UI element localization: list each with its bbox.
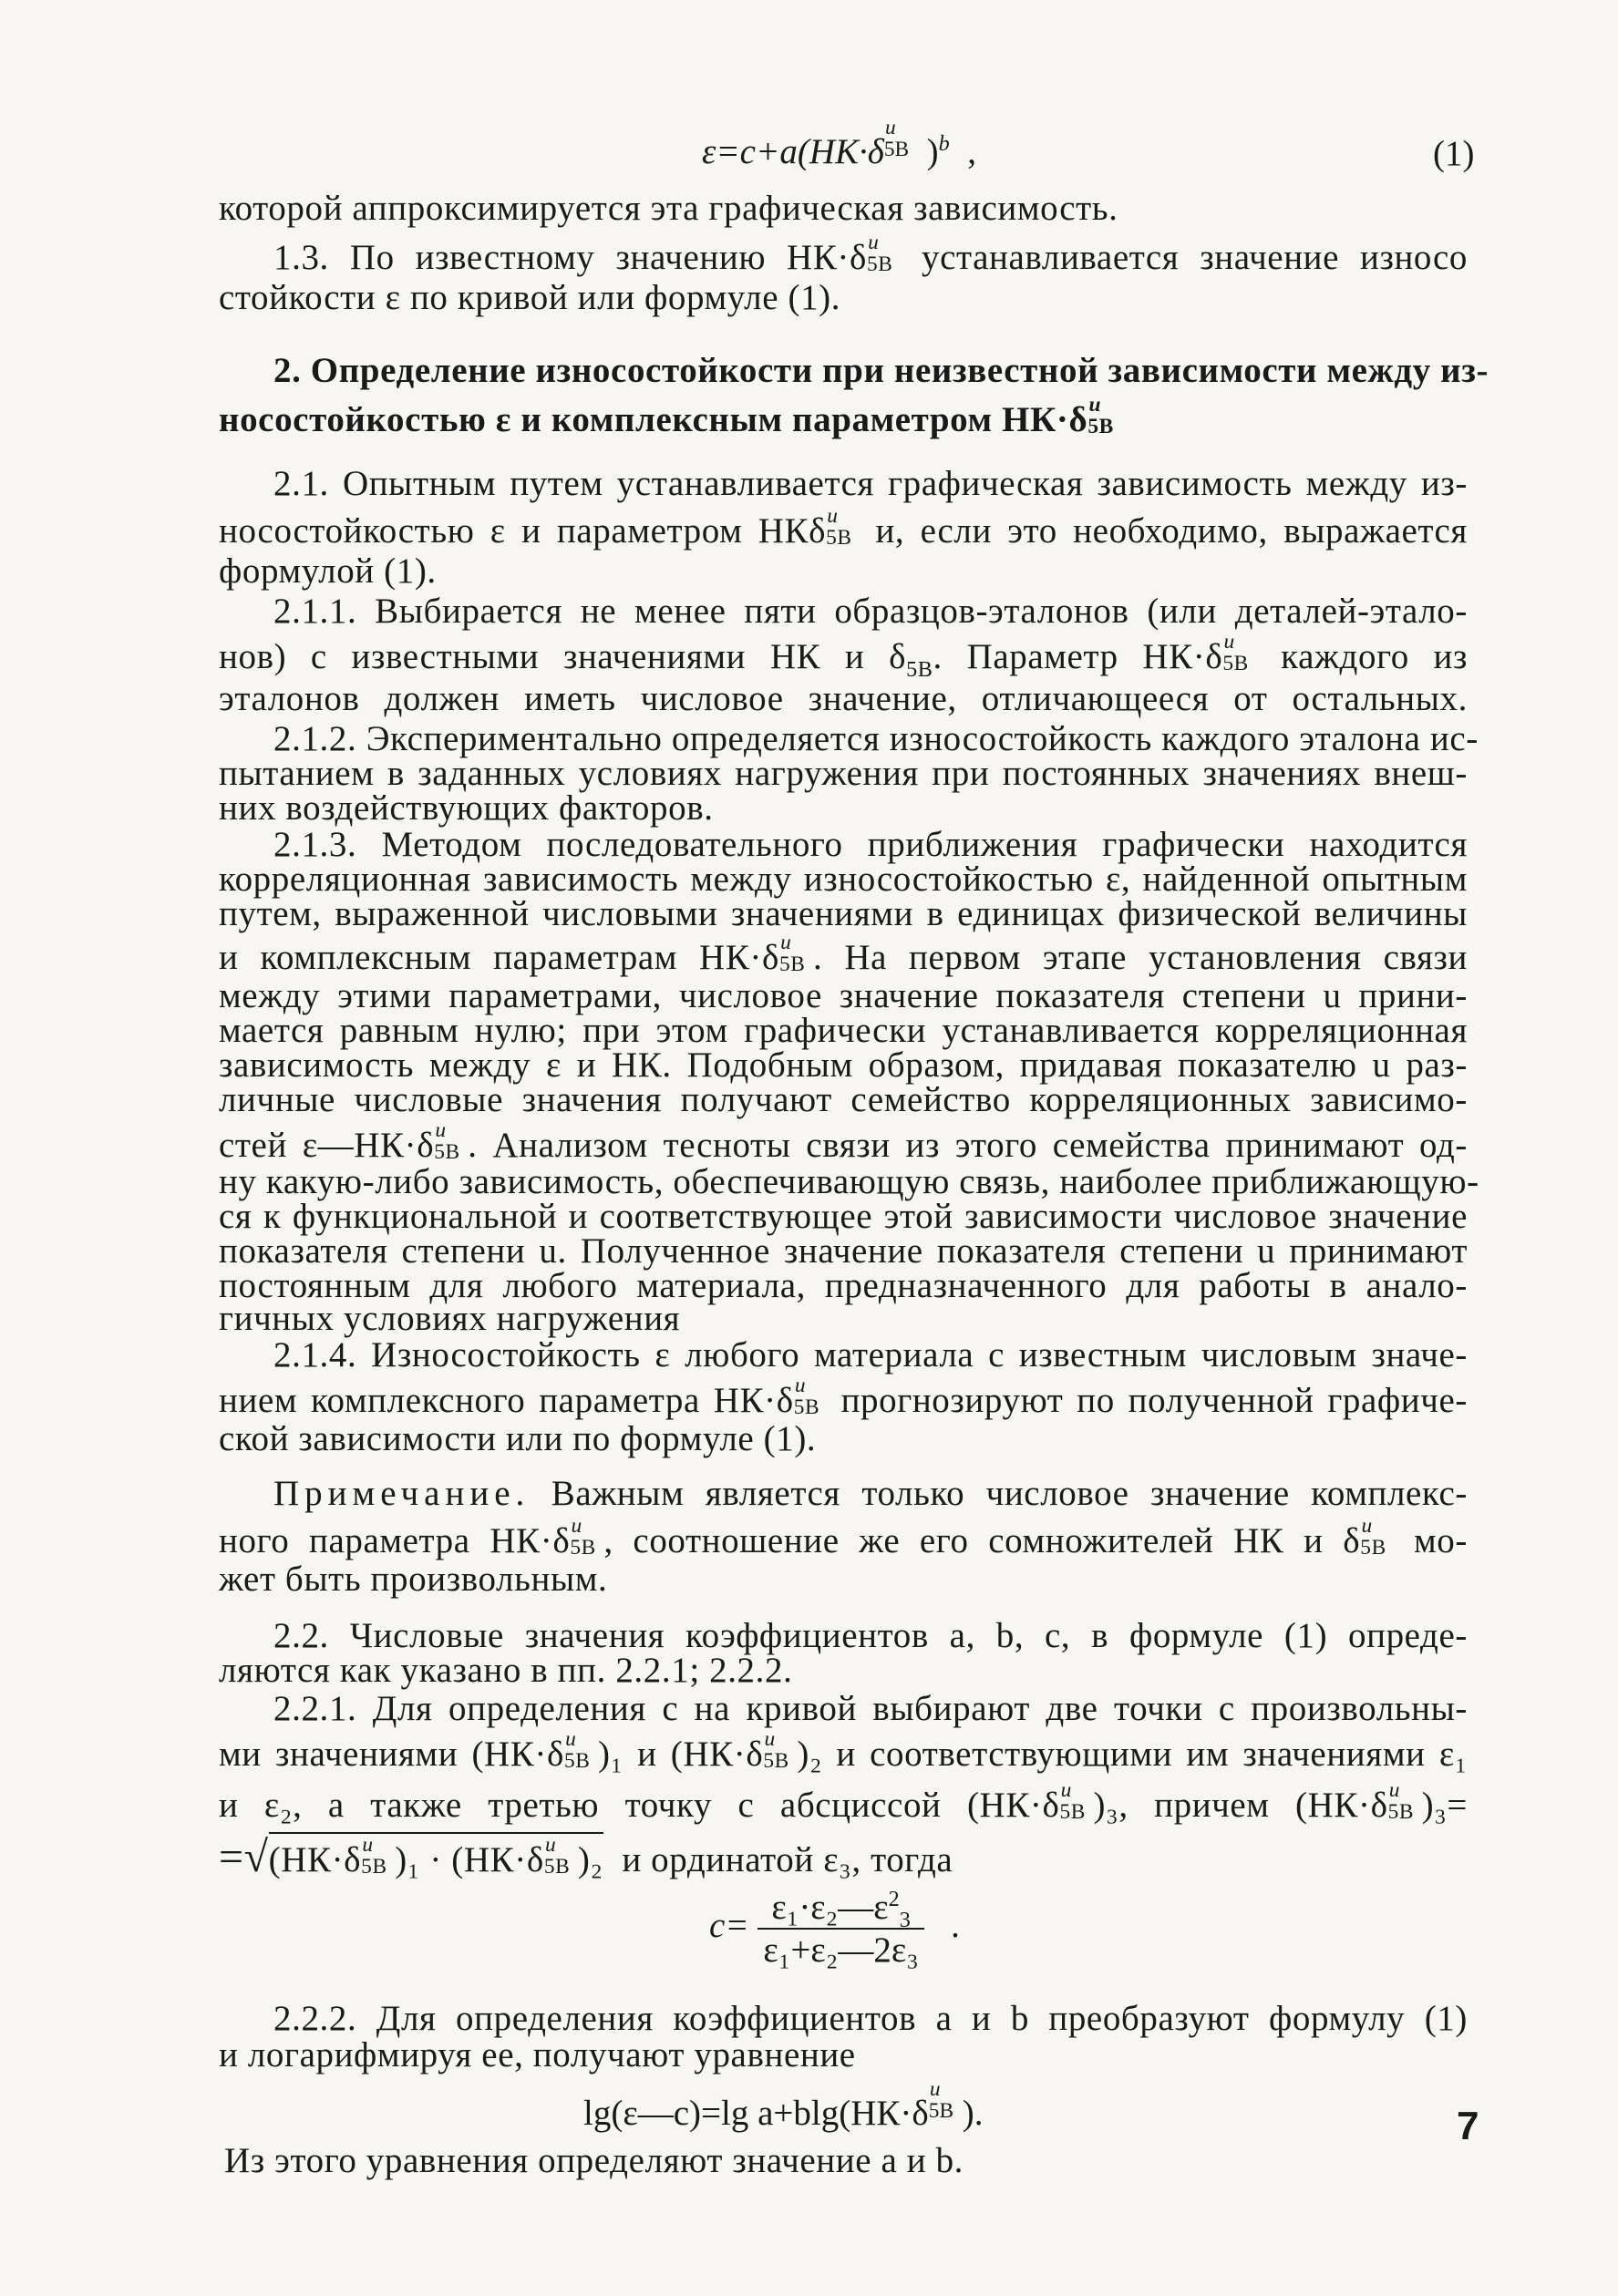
text-line: эталонов должен иметь числовое значение, отличающееся от остальных. xyxy=(219,679,1468,718)
text-line: гичных условиях нагружения xyxy=(219,1299,681,1338)
text-line: личные числовые значения получают семейство корреляционных зависимо- xyxy=(219,1080,1468,1119)
text-line: и комплексным параметрам НК·δ u 5В . На первом этапе установления связи xyxy=(219,931,1468,977)
text-line: =√(НК·δ u 5В )₁ · (НК·δ u 5В )₂ и ординатой ε₃, тогда xyxy=(219,1833,953,1881)
sqrt-expression: (НК·δ u 5В )₁ · (НК·δ u 5В )₂ xyxy=(268,1833,603,1879)
note-line: Примечание. Важным является только числовое значение комплекс- xyxy=(273,1474,1468,1513)
text-line: 2.2.1. Для определения c на кривой выбирают две точки с произвольны- xyxy=(273,1689,1468,1728)
text-line: 2.1.2. Экспериментально определяется износостойкость каждого эталона ис- xyxy=(273,719,1479,758)
formula-1: ε=c+a(HK·δ u 5В )$^b$ , xyxy=(702,116,976,171)
text-line: 2.1.1. Выбирается не менее пяти образцов-эталонов (или деталей-этало- xyxy=(273,592,1468,631)
formula-c: c= $\frac{\varepsilon_1\cdot\varepsilon_2—\varepsilon^2_3}{\text{ε₁+ε₂—2ε₃}}$ . xyxy=(709,1887,960,1970)
text-line: 2.1.4. Износостойкость ε любого материала с известным числовым значе- xyxy=(273,1335,1468,1375)
text-line: ляются как указано в пп. 2.2.1; 2.2.2. xyxy=(219,1651,793,1690)
text-line: нов) с известными значениями НК и $\delta_{5В}$. Параметр НК·δ u 5В каждого из xyxy=(219,630,1468,682)
text-line: стей ε—НК·δ u 5В . Анализом тесноты связи из этого семейства принимают од- xyxy=(219,1118,1468,1165)
text-line: мается равным нулю; при этом графически устанавливается корреляционная xyxy=(219,1011,1468,1050)
page-number: 7 xyxy=(1457,2104,1479,2148)
text-line: зависимость между ε и НК. Подобным образом, придавая показателю u раз- xyxy=(219,1045,1468,1085)
text-line: ну какую-либо зависимость, обеспечивающую связь, наиболее приближающую- xyxy=(219,1162,1479,1201)
text-line: 2.1.3. Методом последовательного приближения графически находится xyxy=(273,825,1468,864)
text-line: 2.2.2. Для определения коэффициентов a и b преобразуют формулу (1) xyxy=(273,1999,1468,2038)
fraction: $\frac{\varepsilon_1\cdot\varepsilon_2—\varepsilon^2_3}{\text{ε₁+ε₂—2ε₃}}$ xyxy=(757,1887,923,1971)
section-heading: 2. Определение износостойкости при неизвестной зависимости между из- xyxy=(273,351,1489,390)
text-line: корреляционная зависимость между износостойкостью ε, найденной опытным xyxy=(219,860,1468,899)
text-line: 2.2. Числовые значения коэффициентов a, b, c, в формуле (1) опреде- xyxy=(273,1616,1468,1655)
text-line: 2.1. Опытным путем устанавливается графическая зависимость между из- xyxy=(273,464,1468,503)
text-line: 1.3. По известному значению НК·δ u 5В устанавливается значение износо xyxy=(273,231,1469,277)
text-line: них воздействующих факторов. xyxy=(219,788,714,828)
text-line: и ε₂, а также третью точку с абсциссой (НК·δ u 5В )₃, причем (НК·δ u 5В )₃= xyxy=(219,1778,1468,1825)
text-line: нием комплексного параметра НК·δ u 5В прогнозируют по полученной графиче- xyxy=(219,1374,1468,1420)
text-line: между этими параметрами, числовое значение показателя степени u прини- xyxy=(219,976,1468,1015)
formula-number: (1) xyxy=(1433,134,1475,173)
section-heading: носостойкостью ε и комплексным параметром НК·δ u 5В xyxy=(219,393,1114,439)
text-line: ской зависимости или по формуле (1). xyxy=(219,1419,817,1458)
text-line: постоянным для любого материала, предназначенного для работы в анало- xyxy=(219,1266,1468,1305)
text-line: Из этого уравнения определяют значение a и b. xyxy=(224,2141,964,2180)
text-line: пытанием в заданных условиях нагружения при постоянных значениях внеш- xyxy=(219,754,1468,793)
text-line: формулой (1). xyxy=(219,551,437,591)
text-line: стойкости ε по кривой или формуле (1). xyxy=(219,278,841,317)
note-line: жет быть произвольным. xyxy=(219,1560,608,1599)
text-line: ся к функциональной и соответствующее этой зависимости числовое значение xyxy=(219,1197,1468,1236)
text-line: и логарифмируя ее, получают уравнение xyxy=(219,2035,856,2075)
text-line: путем, выраженной числовыми значениями в единицах физической величины xyxy=(219,894,1468,933)
text-line: ми значениями (НК·δ u 5В )₁ и (НК·δ u 5В )₂ и соответствующими им значениями ε₁ xyxy=(219,1727,1468,1774)
formula-lg: lg(ε—c)=lg a+blg(НК·δ u 5В ). xyxy=(583,2077,984,2133)
text-line: показателя степени u. Полученное значение показателя степени u принимают xyxy=(219,1231,1468,1271)
text-line: которой аппроксимируется эта графическая зависимость. xyxy=(219,189,1118,228)
text-line: носостойкостью ε и параметром НКδ u 5В и, если это необходимо, выражается xyxy=(219,504,1468,551)
note-line: ного параметра НК·δ u 5В , соотношение же его сомножителей НК и δ u 5В мо- xyxy=(219,1514,1468,1560)
